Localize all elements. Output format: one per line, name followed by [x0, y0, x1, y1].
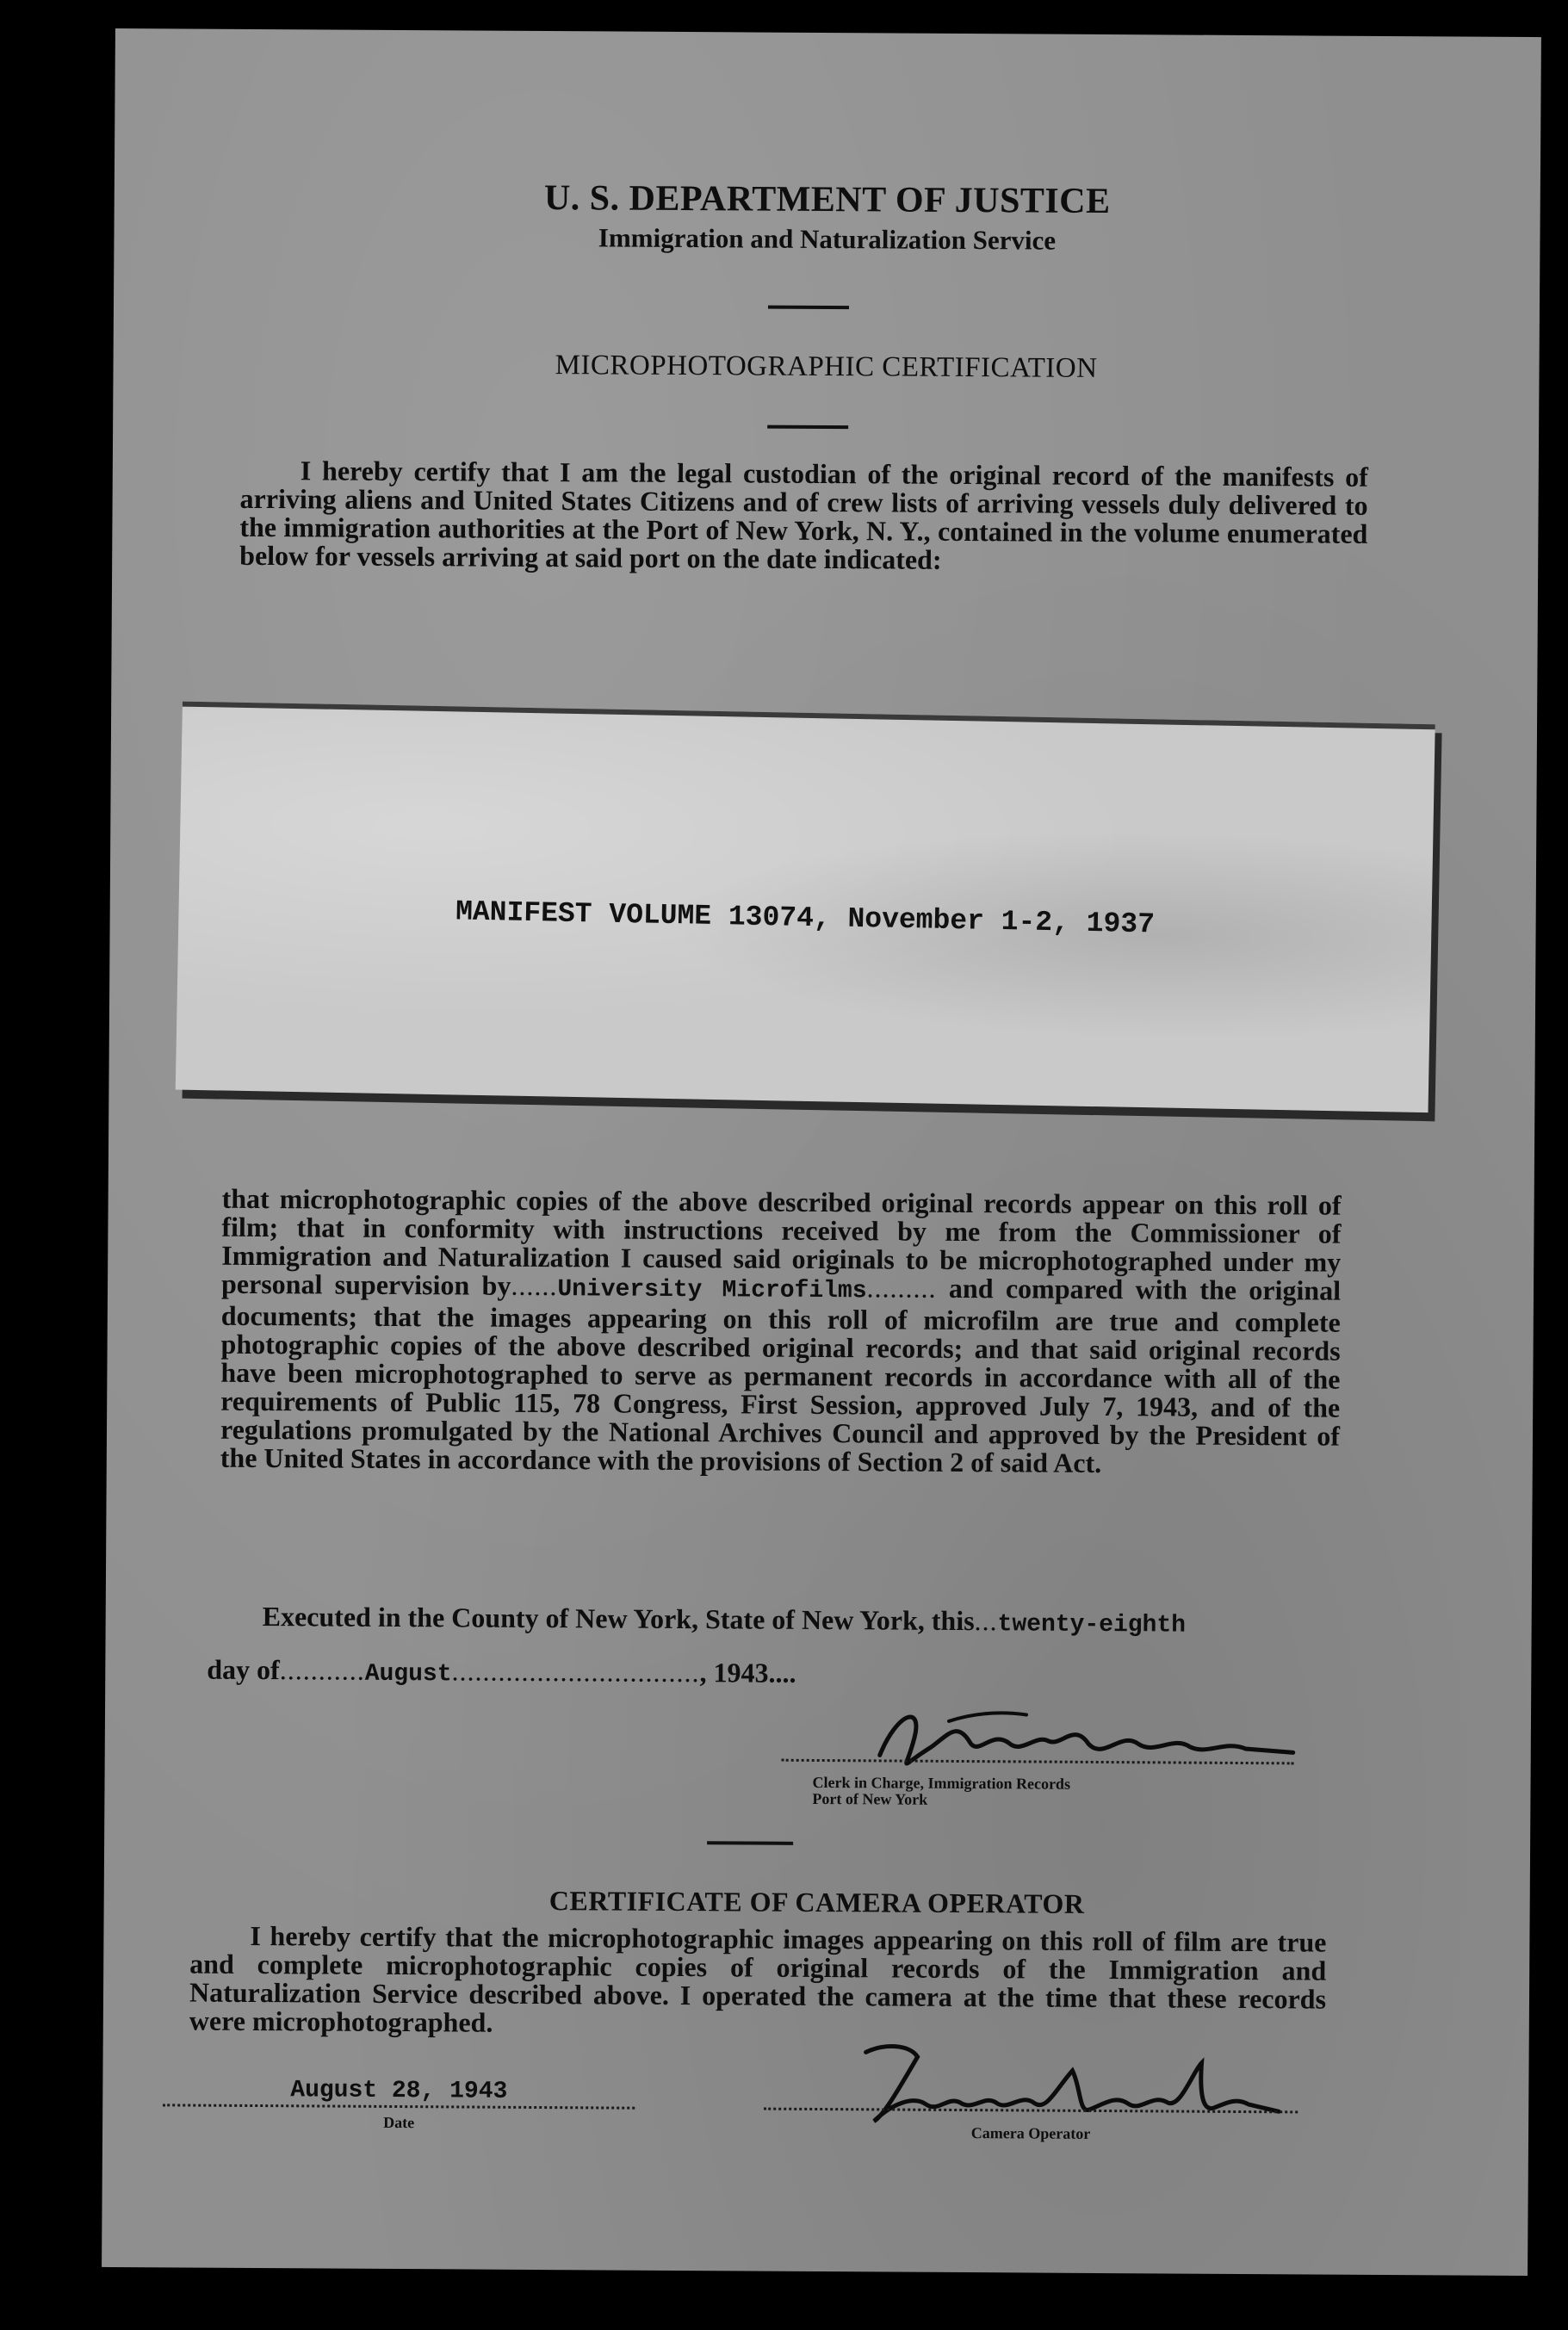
execution-text: Executed in the County of New York, State of New York, this — [262, 1601, 975, 1637]
execution-day-value: twenty-eighth — [997, 1611, 1187, 1639]
fill-dots: ... — [974, 1605, 998, 1637]
certification-title: MICROPHOTOGRAPHIC CERTIFICATION — [555, 350, 1098, 384]
manifest-volume-slip — [176, 702, 1435, 1113]
clerk-title-line1: Clerk in Charge, Immigration Records — [812, 1773, 1071, 1793]
camera-operator-label: Camera Operator — [970, 2124, 1091, 2142]
date-label: Date — [383, 2113, 415, 2132]
operator-date-value: August 28, 1943 — [290, 2077, 508, 2105]
day-of-line — [207, 1654, 796, 1690]
fill-dots: ...... — [511, 1269, 558, 1302]
department-heading: U. S. DEPARTMENT OF JUSTICE — [543, 178, 1111, 222]
fill-dots: ................................ — [451, 1655, 700, 1689]
clerk-title-line2: Port of New York — [812, 1789, 928, 1808]
manifest-volume-label: MANIFEST VOLUME 13074, November 1-2, 1937 — [455, 895, 1156, 941]
body-text-part2: and compared with the original documents; that the images appearing on this roll of microfilm are true and complete photographic copies of the above described original records; and that said original records have been microphotographed to serve as permanent records in accordance with all of the requirements of Public 115, 78 Congress, First Session, approved July 7, 1943, and of the regulations promulgated by the National Archives Council and approved by the President of the United States in accordance with the provisions of Section 2 of said Act. — [220, 1272, 1342, 1478]
camera-operator-title: CERTIFICATE OF CAMERA OPERATOR — [548, 1885, 1085, 1919]
service-subheading: Immigration and Naturalization Service — [598, 222, 1057, 256]
fill-dots: ........... — [279, 1654, 365, 1686]
execution-year: , 1943.... — [699, 1657, 796, 1689]
intro-paragraph: I hereby certify that I am the legal custodian of the original record of the manifests of arriving aliens and United States Citizens and of crew lists of arriving vessels duly delivered to the immigration authorities at the Port of New York, N. Y., contained in the volume enumerated below for vessels arriving at said port on the date indicated: — [239, 455, 1368, 575]
divider-rule — [767, 425, 848, 430]
certificate-sheet — [102, 28, 1541, 2276]
clerk-title — [812, 1775, 1070, 1809]
camera-operator-paragraph: I hereby certify that the microphotographic images appearing on this roll of film are true and complete microphotographic copies of original records of the Immigration and Naturalization Service described above. I operated the camera at the time that these records were microphotographed. — [189, 1919, 1327, 2038]
fill-dots: ......... — [866, 1272, 937, 1304]
execution-line — [263, 1601, 1187, 1639]
execution-month-value: August — [364, 1660, 452, 1689]
body-text-part1: that microphotographic copies of the above described original records appear on this roll of film; that in conformity with instructions received by me from the Commissioner of Immigration and Naturalization I caused said originals to be microphotographed under my personal supervision by — [220, 1182, 1342, 1301]
divider-rule — [707, 1841, 793, 1845]
photographer-name: University Microfilms — [557, 1276, 867, 1305]
day-of-label: day of — [207, 1653, 280, 1686]
divider-rule — [768, 306, 849, 310]
body-paragraph — [220, 1182, 1342, 1479]
camera-operator-signature — [831, 2035, 1297, 2132]
